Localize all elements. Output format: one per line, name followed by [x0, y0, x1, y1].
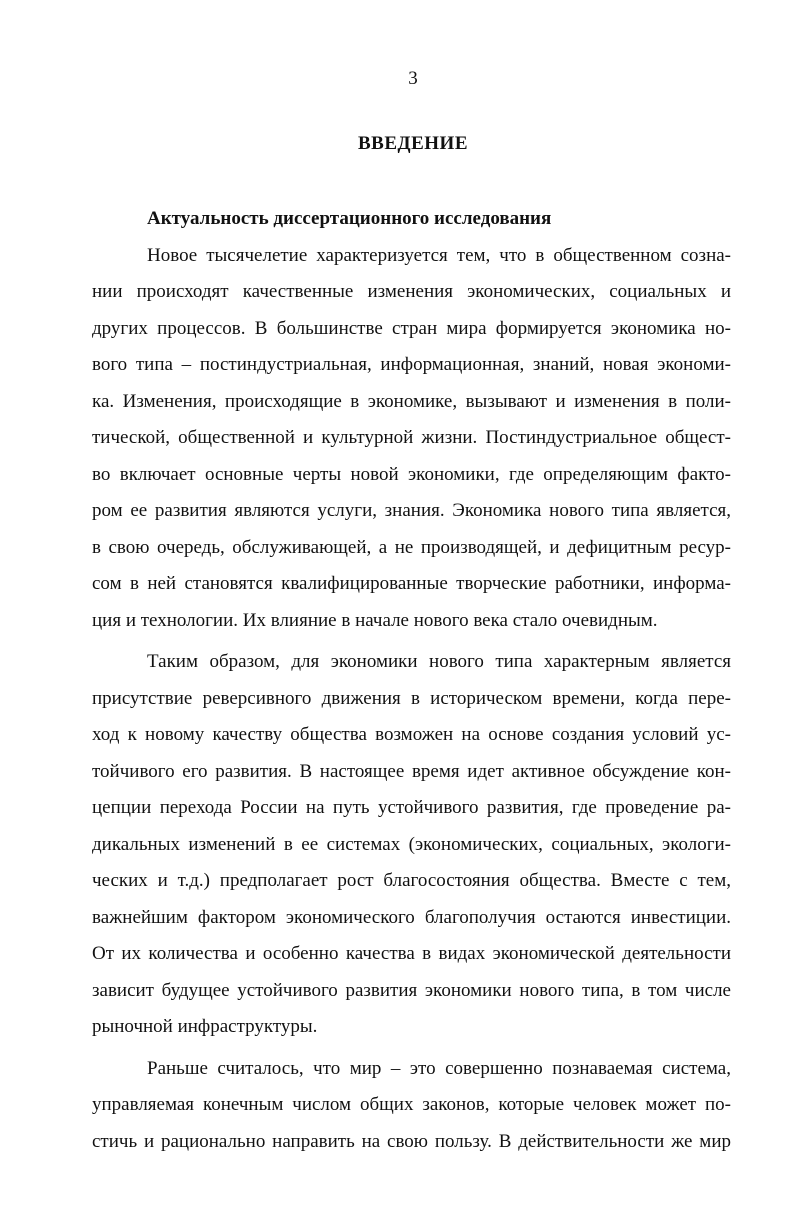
paragraph-2-line: цепции перехода России на путь устойчивого развития, где проведение ра-	[92, 797, 731, 818]
paragraph-2-line: присутствие реверсивного движения в историческом времени, когда пере-	[92, 687, 731, 709]
paragraph-1-line: нии происходят качественные изменения экономических, социальных и	[92, 281, 731, 302]
paragraph-2-line: рыночной инфраструктуры.	[92, 1016, 318, 1037]
section-heading: Актуальность диссертационного исследования	[147, 208, 552, 229]
paragraph-1-line: тической, общественной и культурной жизни. Постиндустриальное общест-	[92, 427, 731, 448]
paragraph-1-line: ция и технологии. Их влияние в начале нового века стало очевидным.	[92, 609, 658, 631]
paragraph-3-line: стичь и рационально направить на свою пользу. В действительности же мир	[92, 1130, 731, 1152]
paragraph-1-line: ром ее развития являются услуги, знания. Экономика нового типа является,	[92, 500, 731, 521]
paragraph-2-line: тойчивого его развития. В настоящее время идет активное обсуждение кон-	[92, 760, 731, 782]
paragraph-1-line: других процессов. В большинстве стран мира формируется экономика но-	[92, 317, 731, 339]
paragraph-2-line: От их количества и особенно качества в видах экономической деятельности	[92, 943, 731, 964]
paragraph-1-line: Новое тысячелетие характеризуется тем, что в общественном созна-	[147, 244, 731, 266]
paragraph-2-line: дикальных изменений в ее системах (экономических, социальных, экологи-	[92, 833, 731, 855]
paragraph-3-line: Раньше считалось, что мир – это совершенно познаваемая система,	[147, 1057, 731, 1079]
paragraph-1-line: ка. Изменения, происходящие в экономике, вызывают и изменения в поли-	[92, 390, 731, 412]
paragraph-3-line: управляемая конечным числом общих законов, которые человек может по-	[92, 1094, 731, 1115]
paragraph-1-line: во включает основные черты новой экономики, где определяющим факто-	[92, 463, 731, 485]
paragraph-1-line: вого типа – постиндустриальная, информационная, знаний, новая экономи-	[92, 354, 731, 375]
paragraph-2-line: ход к новому качеству общества возможен на основе создания условий ус-	[92, 724, 731, 745]
paragraph-2-line: зависит будущее устойчивого развития экономики нового типа, в том числе	[92, 979, 731, 1001]
paragraph-2-line: ческих и т.д.) предполагает рост благосостояния общества. Вместе с тем,	[92, 870, 731, 891]
body-text	[92, 201, 731, 1160]
paragraph-1-line: сом в ней становятся квалифицированные творческие работники, информа-	[92, 573, 731, 594]
paragraph-2-line: важнейшим фактором экономического благополучия остаются инвестиции.	[92, 906, 731, 928]
page-number: 3	[408, 68, 418, 89]
paragraph-2-line: Таким образом, для экономики нового типа характерным является	[147, 651, 731, 672]
page-title: ВВЕДЕНИЕ	[358, 133, 468, 154]
paragraph-1-line: в свою очередь, обслуживающей, а не производящей, и дефицитным ресур-	[92, 536, 731, 558]
